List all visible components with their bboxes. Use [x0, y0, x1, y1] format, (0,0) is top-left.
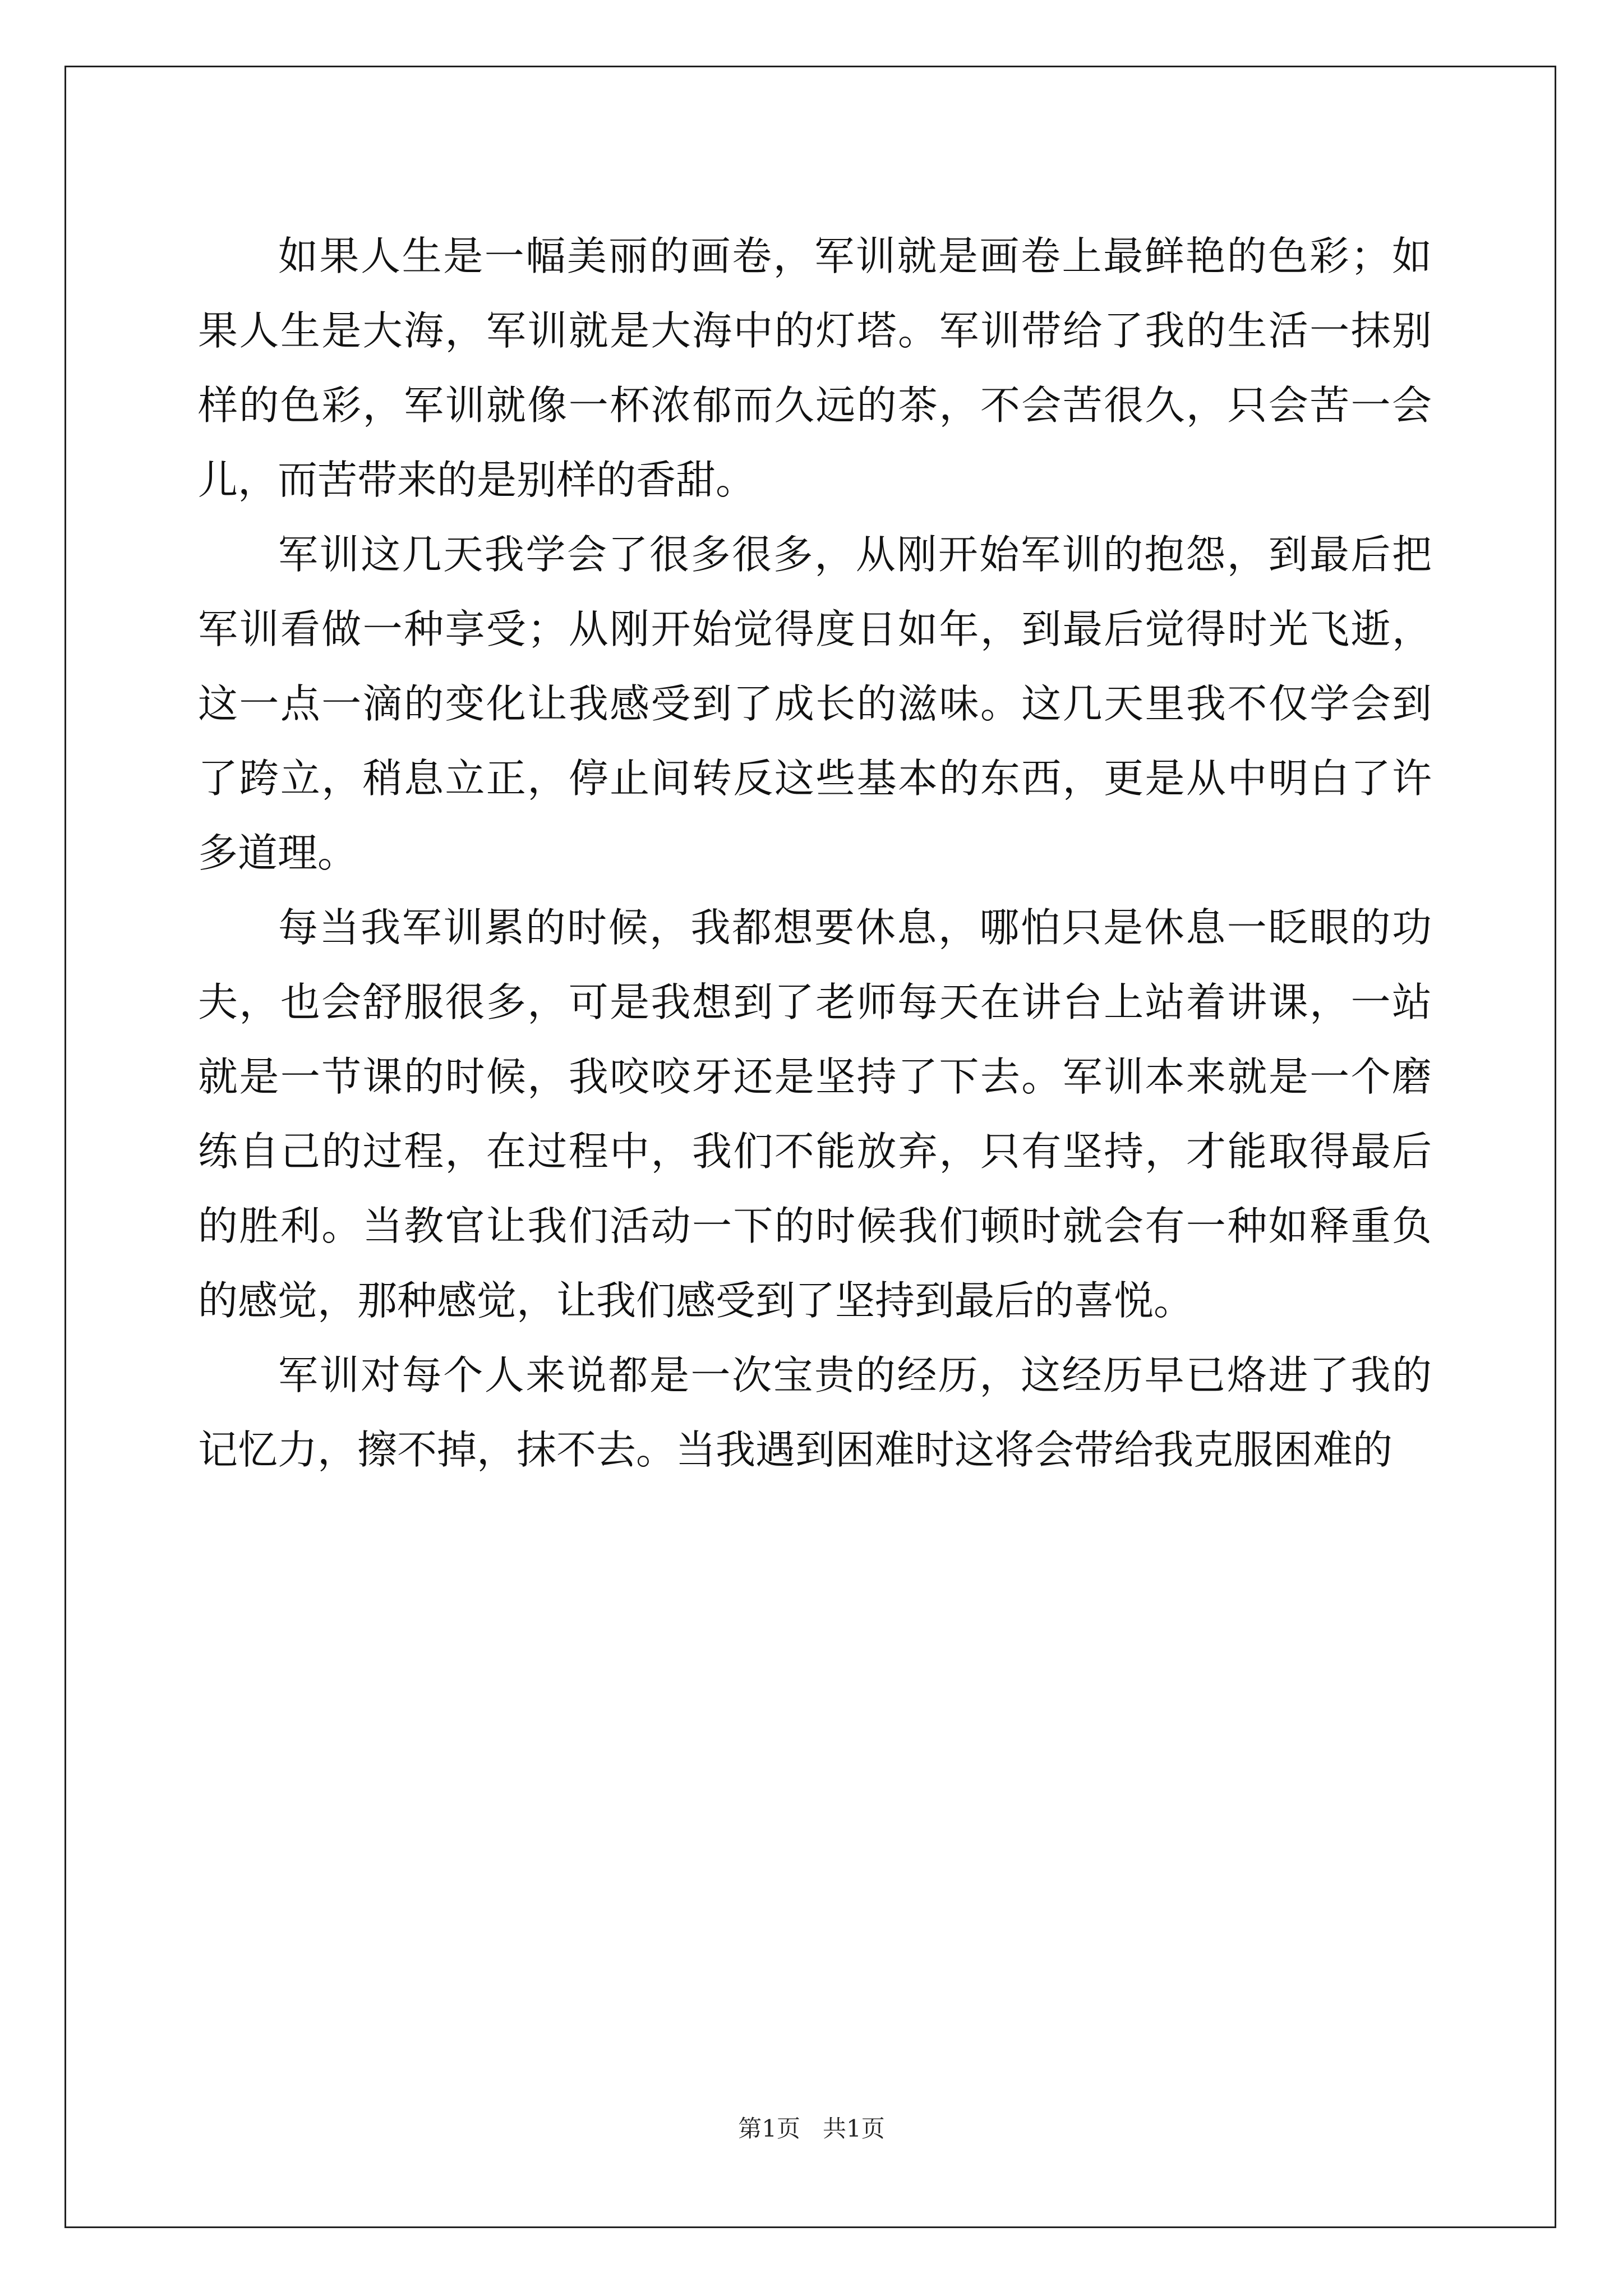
paragraph-2: 军训这几天我学会了很多很多，从刚开始军训的抱怨，到最后把军训看做一种享受；从刚开始觉得度日如年，到最后觉得时光飞逝，这一点一滴的变化让我感受到了成长的滋味。这几天里我不仅学会到了跨立，稍息立正，停止间转反这些基本的东西，更是从中明白了许多道理。 — [198, 531, 1432, 876]
page-number-footer: 第1页 共1页 — [738, 2115, 885, 2142]
paragraph-4: 军训对每个人来说都是一次宝贵的经历，这经历早已烙进了我的记忆力，擦不掉，抹不去。当我遇到困难时这将会带给我克服困难的 — [198, 1352, 1432, 1473]
paragraph-1: 如果人生是一幅美丽的画卷，军训就是画卷上最鲜艳的色彩；如果人生是大海，军训就是大海中的灯塔。军训带给了我的生活一抹别样的色彩，军训就像一杯浓郁而久远的茶，不会苦很久，只会苦一会儿，而苦带来的是别样的香甜。 — [198, 233, 1432, 503]
paragraph-3: 每当我军训累的时候，我都想要休息，哪怕只是休息一眨眼的功夫，也会舒服很多，可是我想到了老师每天在讲台上站着讲课，一站就是一节课的时候，我咬咬牙还是坚持了下去。军训本来就是一个磨练自己的过程，在过程中，我们不能放弃，只有坚持，才能取得最后的胜利。当教官让我们活动一下的时候我们顿时就会有一种如释重负的感觉，那种感觉，让我们感受到了坚持到最后的喜悦。 — [198, 904, 1432, 1324]
document-body — [198, 219, 1432, 1487]
